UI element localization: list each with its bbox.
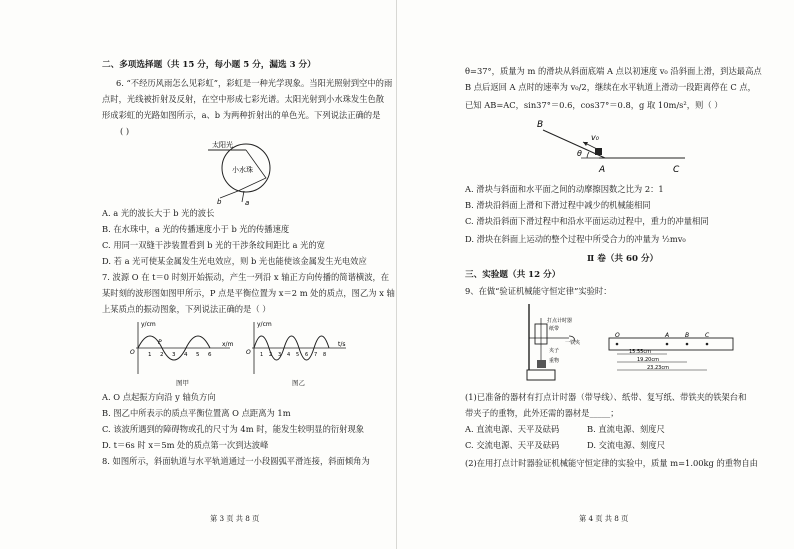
- q6-option-d: D. 若 a 光可使某金属发生光电效应，则 b 光也能使该金属发生光电效应: [102, 256, 367, 266]
- rainbow-raindrop-figure: [198, 138, 288, 206]
- paper-tape-figure: [607, 332, 737, 374]
- part-2-title: Ⅱ 卷（共 60 分）: [587, 254, 659, 264]
- q9-2-line-1: (2)在用打点计时器验证机械能守恒定律的实验中，质量 m=1.00kg 的重物自由: [465, 458, 758, 468]
- ray-b-label: b: [217, 198, 222, 206]
- wave-figure-a: [126, 318, 236, 378]
- fig-a-tick: 3: [172, 352, 176, 358]
- q7-line-3: 上某质点的振动图象，下列说法正确的是（ ）: [102, 304, 271, 314]
- fig-b-ylabel: y/cm: [257, 321, 272, 328]
- angle-theta-label: θ: [577, 149, 582, 158]
- q8-option-d: D. 滑块在斜面上运动的整个过程中所受合力的冲量为 ½mv₀: [465, 234, 686, 244]
- right-page: [397, 0, 794, 549]
- fig-b-origin: O: [246, 349, 251, 356]
- q6-line-2: 点时，光线被折射及反射，在空中形成七彩光谱。太阳光射到小水珠发生色散: [102, 94, 385, 104]
- q8-option-b: B. 滑块沿斜面上滑和下滑过程中减少的机械能相同: [465, 200, 651, 210]
- tape-point-o: O: [615, 332, 620, 339]
- fig-b-tick: 2: [269, 352, 273, 358]
- tape-distance-oa: 15.55cm: [629, 349, 651, 355]
- tape-point-b: B: [685, 332, 690, 339]
- fig-b-tick: 7: [314, 352, 318, 358]
- fig-a-origin: O: [130, 349, 135, 356]
- q9-option-c: C. 交流电源、天平及砝码: [465, 440, 560, 450]
- drop-label: 小水珠: [232, 166, 253, 174]
- q6-line-1: 6. “不经历风雨怎么见彩虹”，彩虹是一种光学现象。当阳光照射到空中的雨: [116, 78, 393, 88]
- apparatus-figure: [509, 298, 599, 384]
- section-title-multiple-choice: 二、多项选择题（共 15 分，每小题 5 分，漏选 3 分）: [102, 60, 316, 70]
- fig-a-tick: 6: [208, 352, 212, 358]
- point-a-label: A: [599, 165, 606, 175]
- fig-b-tick: 1: [260, 352, 264, 358]
- fig-a-tick: 5: [196, 352, 200, 358]
- q7-option-d: D. t＝6s 时 x＝5m 处的质点第一次到达波峰: [102, 440, 269, 450]
- q6-line-3: 形成彩虹的光路如图所示，a、b 为两种折射出的单色光。下列说法正确的是: [102, 110, 381, 120]
- fig-a-ylabel: y/cm: [141, 321, 156, 328]
- clamp-label: 一铁夹: [565, 340, 581, 346]
- tape-distance-oc: 23.23cm: [647, 365, 669, 371]
- q9-title: 9、在做“验证机械能守恒定律”实验时：: [465, 286, 612, 296]
- fig-a-point-p: P: [158, 339, 162, 346]
- q7-option-c: C. 该波所遇到的障碍物或孔的尺寸为 4m 时，能发生较明显的衍射现象: [102, 424, 365, 434]
- q6-option-b: B. 在水珠中，a 光的传播速度小于 b 光的传播速度: [102, 224, 290, 234]
- point-b-label: B: [537, 120, 544, 130]
- weight-label: 重物: [549, 358, 560, 364]
- vibration-figure-b: [242, 318, 352, 378]
- q7-option-a: A. O 点起振方向沿 y 轴负方向: [102, 392, 216, 402]
- right-page-footer: 第 4 页 共 8 页: [579, 514, 629, 523]
- q6-blank: ( ): [120, 126, 130, 136]
- q9-1-line-1: (1)已准备的器材有打点计时器（带导线）、纸带、复写纸、带铁夹的铁架台和: [465, 392, 747, 402]
- fig-b-tick: 5: [296, 352, 300, 358]
- clip-label: 夹子: [549, 348, 560, 354]
- fig-b-tick: 6: [305, 352, 309, 358]
- fig-b-caption: 图乙: [292, 379, 305, 387]
- fig-a-caption: 图甲: [176, 379, 189, 387]
- q9-option-d: D. 交流电源、刻度尺: [587, 440, 666, 450]
- fig-a-tick: 4: [184, 352, 188, 358]
- q8-cont-line-3: 已知 AB=AC，sin37°＝0.6，cos37°＝0.8，g 取 10m/s²，则（ ）: [465, 100, 723, 110]
- tape-point-a: A: [665, 332, 670, 339]
- q7-option-b: B. 图乙中所表示的质点平衡位置离 O 点距离为 1m: [102, 408, 291, 418]
- fig-a-tick: 2: [160, 352, 164, 358]
- fig-b-tick: 4: [287, 352, 291, 358]
- fig-b-tick: 3: [278, 352, 282, 358]
- paper-label: 纸带: [549, 326, 560, 332]
- q9-option-a: A. 直流电源、天平及砝码: [465, 424, 560, 434]
- left-page-footer: 第 3 页 共 8 页: [210, 514, 260, 523]
- tape-distance-ob: 19.20cm: [637, 357, 659, 363]
- timer-label: 打点计时器: [547, 318, 573, 324]
- point-c-label: C: [673, 165, 680, 175]
- section-title-experiment: 三、实验题（共 12 分）: [465, 270, 561, 280]
- q7-line-1: 7. 波源 O 在 t＝0 时刻开始振动，产生一列沿 x 轴正方向传播的简谐横波，在: [102, 272, 390, 282]
- velocity-v0-label: v₀: [591, 133, 599, 142]
- fig-b-xlabel: t/s: [338, 341, 346, 348]
- incline-figure: [533, 114, 693, 178]
- fig-b-tick: 8: [323, 352, 327, 358]
- tape-point-c: C: [705, 332, 710, 339]
- q8-cont-line-2: B 点后返回 A 点时的速率为 v₀/2，继续在水平轨道上滑动一段距离停在 C 点，: [465, 82, 756, 92]
- q9-option-b: B. 直流电源、刻度尺: [587, 424, 665, 434]
- q8-line-1: 8. 如图所示，斜面轨道与水平轨道通过一小段圆弧平滑连接，斜面倾角为: [102, 456, 370, 466]
- sun-label: 太阳光: [212, 141, 233, 149]
- q9-1-line-2: 带夹子的重物，此外还需的器材是_____；: [465, 408, 619, 418]
- q6-option-c: C. 用同一双缝干涉装置看到 b 光的干涉条纹间距比 a 光的宽: [102, 240, 325, 250]
- q8-option-c: C. 滑块沿斜面下滑过程中和沿水平面运动过程中，重力的冲量相同: [465, 216, 709, 226]
- fig-a-xlabel: x/m: [222, 341, 234, 348]
- q7-line-2: 某时刻的波形图如图甲所示，P 点是平衡位置为 x＝2 m 处的质点，图乙为 x 轴: [102, 288, 395, 298]
- q6-option-a: A. a 光的波长大于 b 光的波长: [102, 208, 215, 218]
- ray-a-label: a: [245, 199, 250, 206]
- q8-option-a: A. 滑块与斜面和水平面之间的动摩擦因数之比为 2：1: [465, 184, 664, 194]
- q8-cont-line-1: θ=37°，质量为 m 的滑块从斜面底端 A 点以初速度 v₀ 沿斜面上滑，到达最高点: [465, 66, 762, 76]
- fig-a-tick: 1: [148, 352, 152, 358]
